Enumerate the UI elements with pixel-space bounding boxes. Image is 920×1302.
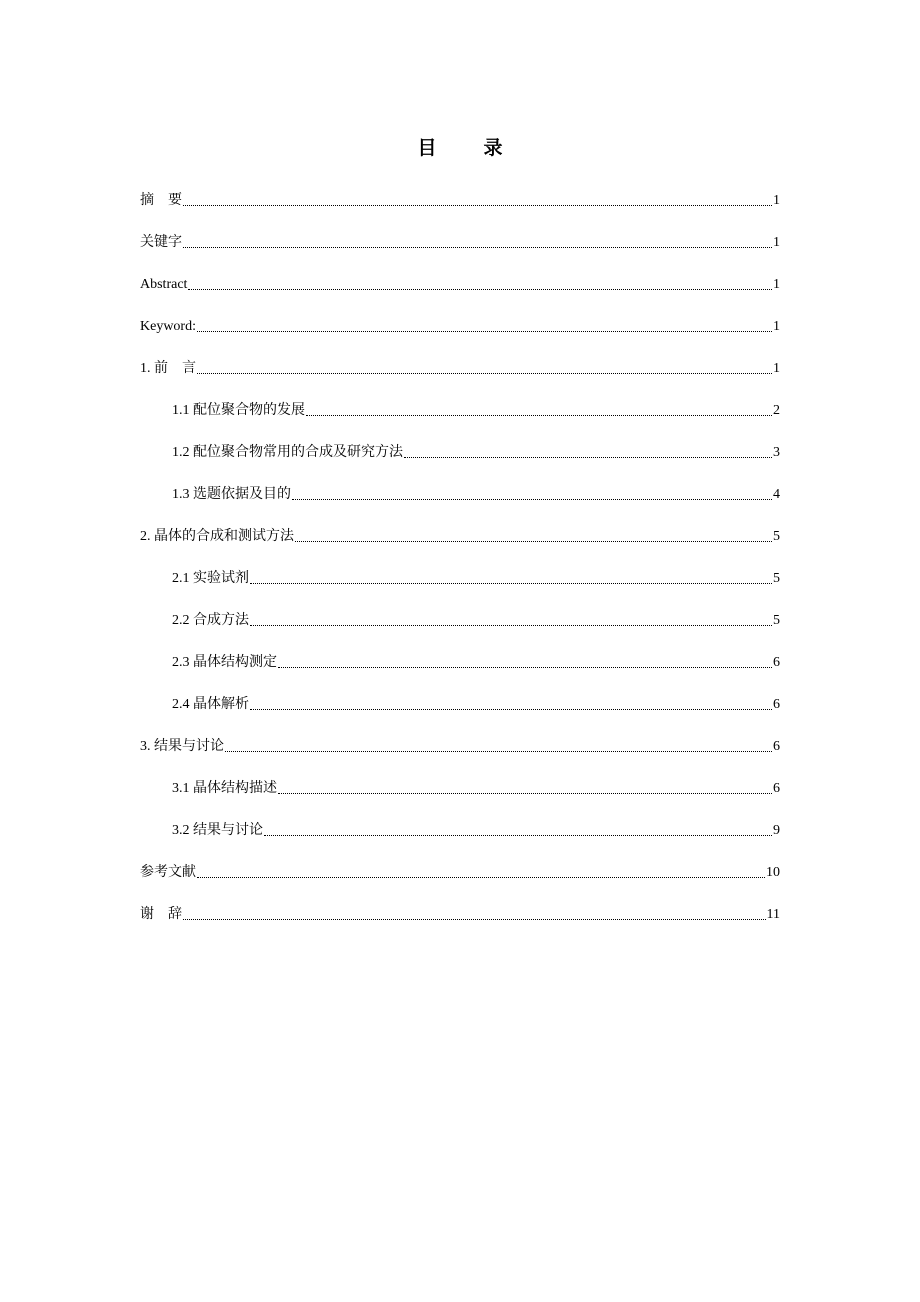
toc-leader-dots	[197, 372, 772, 374]
toc-leader-dots	[264, 834, 772, 836]
toc-entry-label: 2.1 实验试剂	[172, 571, 249, 586]
toc-entry[interactable]	[140, 296, 780, 338]
toc-entry-label: 2. 晶体的合成和测试方法	[140, 529, 294, 544]
toc-entry-page: 2	[773, 403, 780, 418]
toc-entry-label: Keyword:	[140, 319, 196, 334]
toc-entry[interactable]	[140, 506, 780, 548]
toc-entry-label: 3. 结果与讨论	[140, 739, 224, 754]
toc-entry[interactable]	[140, 842, 780, 884]
toc-entry-page: 5	[773, 529, 780, 544]
toc-entry-label: 2.2 合成方法	[172, 613, 249, 628]
toc-entry[interactable]	[140, 212, 780, 254]
toc-entry-page: 4	[773, 487, 780, 502]
toc-entry-page: 6	[773, 655, 780, 670]
toc-entry-page: 10	[766, 865, 780, 880]
toc-entry[interactable]	[140, 464, 780, 506]
toc-leader-dots	[295, 540, 772, 542]
toc-entry-label: 1. 前 言	[140, 361, 196, 376]
toc-entry[interactable]	[140, 758, 780, 800]
toc-entry-label: 关键字	[140, 235, 182, 250]
toc-list	[140, 170, 780, 926]
toc-entry[interactable]	[140, 632, 780, 674]
toc-entry-page: 11	[766, 907, 780, 922]
toc-entry-page: 9	[773, 823, 780, 838]
toc-entry-label: 参考文献	[140, 865, 196, 880]
toc-entry-label: 摘 要	[140, 193, 182, 208]
toc-entry-page: 5	[773, 613, 780, 628]
toc-leader-dots	[250, 708, 772, 710]
toc-entry-label: 1.3 选题依据及目的	[172, 487, 291, 502]
toc-leader-dots	[404, 456, 772, 458]
toc-leader-dots	[278, 792, 772, 794]
toc-leader-dots	[292, 498, 772, 500]
toc-leader-dots	[188, 288, 772, 290]
toc-entry[interactable]	[140, 716, 780, 758]
toc-entry[interactable]	[140, 422, 780, 464]
toc-title: 目 录	[417, 138, 517, 159]
toc-entry-page: 1	[773, 361, 780, 376]
toc-entry[interactable]	[140, 674, 780, 716]
toc-entry-label: 1.1 配位聚合物的发展	[172, 403, 305, 418]
toc-leader-dots	[197, 876, 765, 878]
toc-leader-dots	[250, 582, 772, 584]
toc-entry-page: 1	[773, 277, 780, 292]
toc-entry-label: Abstract	[140, 277, 188, 292]
toc-entry[interactable]	[140, 548, 780, 590]
toc-entry-page: 1	[773, 319, 780, 334]
toc-entry[interactable]	[140, 884, 780, 926]
toc-entry-page: 6	[773, 739, 780, 754]
toc-entry-page: 3	[773, 445, 780, 460]
toc-entry[interactable]	[140, 170, 780, 212]
toc-entry[interactable]	[140, 590, 780, 632]
toc-entry-label: 3.1 晶体结构描述	[172, 781, 277, 796]
toc-entry[interactable]	[140, 254, 780, 296]
toc-leader-dots	[250, 624, 772, 626]
toc-entry-label: 2.4 晶体解析	[172, 697, 249, 712]
toc-entry-label: 2.3 晶体结构测定	[172, 655, 277, 670]
toc-entry[interactable]	[140, 800, 780, 842]
toc-entry-page: 1	[773, 193, 780, 208]
toc-entry-label: 谢 辞	[140, 907, 182, 922]
toc-leader-dots	[197, 330, 772, 332]
toc-entry-page: 6	[773, 697, 780, 712]
toc-entry-page: 1	[773, 235, 780, 250]
toc-entry-page: 5	[773, 571, 780, 586]
toc-leader-dots	[278, 666, 772, 668]
toc-leader-dots	[306, 414, 772, 416]
toc-entry-label: 1.2 配位聚合物常用的合成及研究方法	[172, 445, 403, 460]
toc-entry-label: 3.2 结果与讨论	[172, 823, 263, 838]
toc-leader-dots	[183, 918, 766, 920]
toc-entry[interactable]	[140, 338, 780, 380]
toc-leader-dots	[225, 750, 772, 752]
toc-leader-dots	[183, 246, 772, 248]
toc-leader-dots	[183, 204, 772, 206]
toc-entry-page: 6	[773, 781, 780, 796]
toc-entry[interactable]	[140, 380, 780, 422]
